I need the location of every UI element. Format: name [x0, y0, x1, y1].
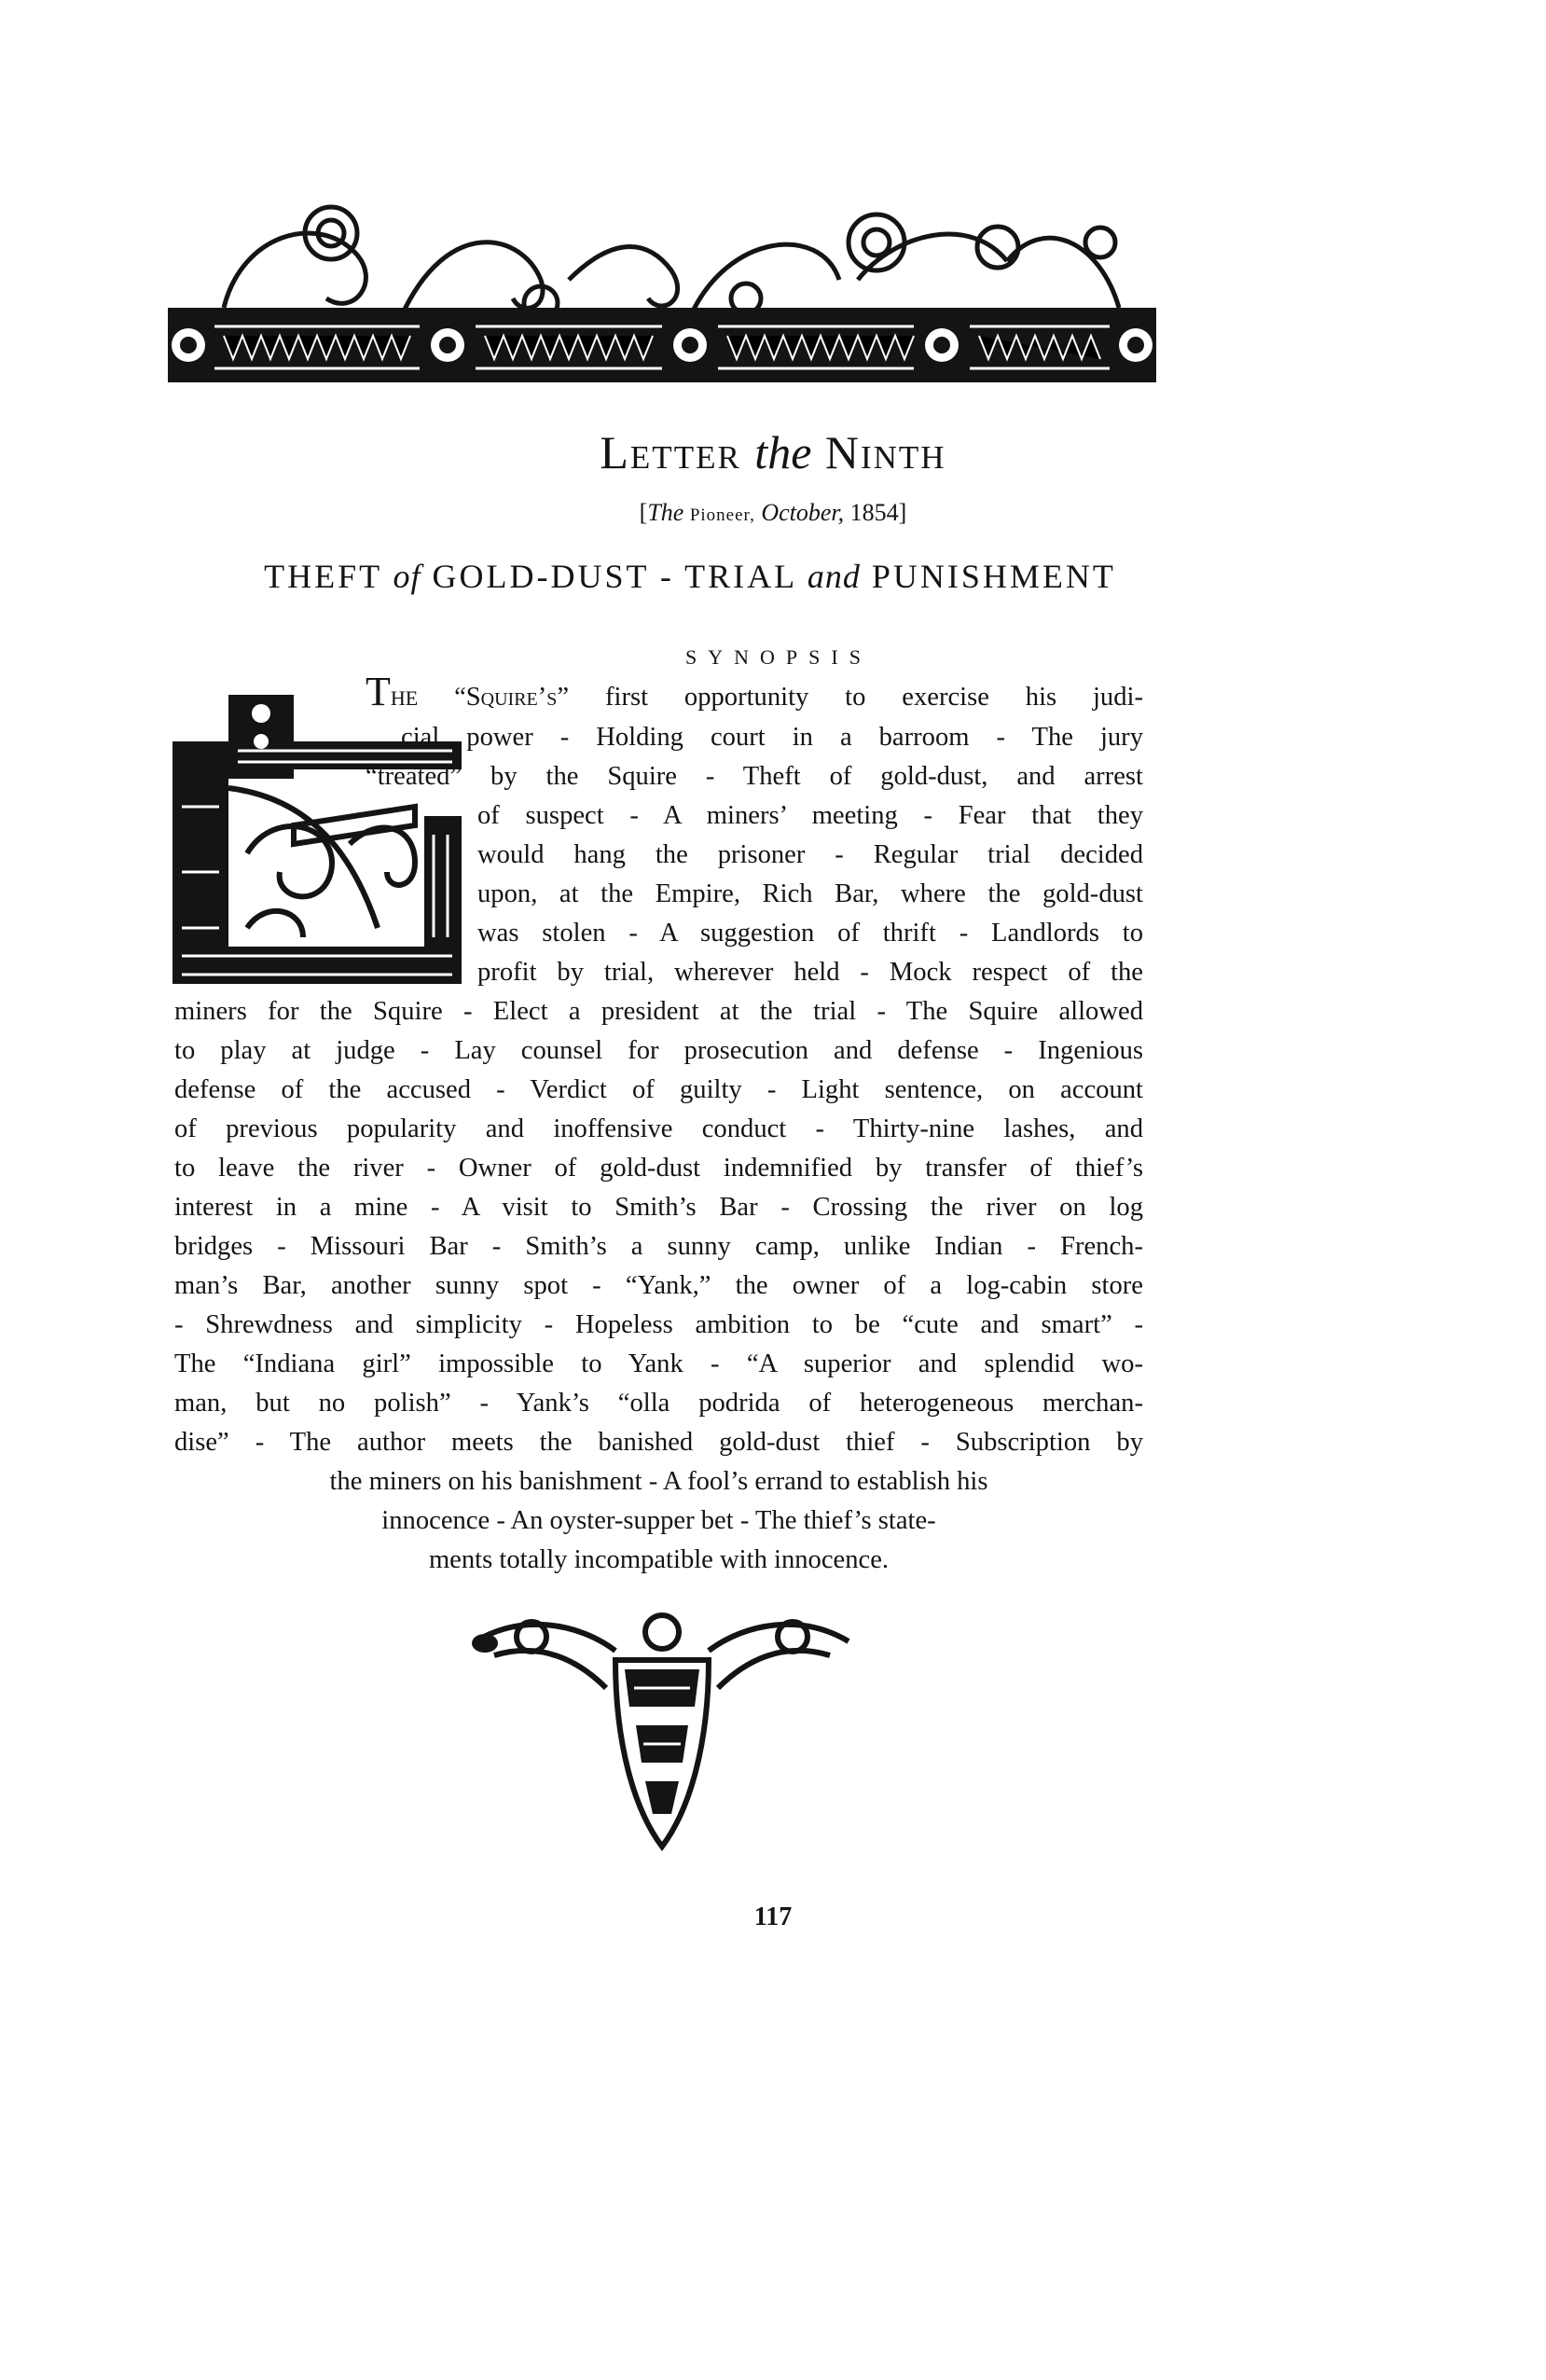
synopsis-line: was stolen - A suggestion of thrift - Landlords to	[477, 919, 1143, 948]
chapter-title	[0, 424, 1546, 480]
synopsis-line: bridges - Missouri Bar - Smith’s a sunny camp, unlike Indian - French-	[174, 1232, 1143, 1261]
synopsis-line: - Shrewdness and simplicity - Hopeless ambition to be “cute and smart” -	[174, 1310, 1143, 1339]
citation-the: The	[647, 499, 684, 526]
chapter-subtitle	[186, 552, 1194, 601]
synopsis-line: innocence - An oyster-supper bet - The thief’s state-	[381, 1506, 936, 1535]
synopsis-line: to play at judge - Lay counsel for prosecution and defense - Ingenious	[174, 1036, 1143, 1065]
synopsis-line: upon, at the Empire, Rich Bar, where the gold-dust	[477, 879, 1143, 908]
source-citation	[0, 496, 1546, 533]
synopsis-he: HE	[390, 686, 419, 710]
title-letter: Letter	[600, 426, 741, 478]
synopsis-line: to leave the river - Owner of gold-dust indemnified by transfer of thief’s	[174, 1154, 1143, 1183]
synopsis-line: cial power - Holding court in a barroom - The jury	[401, 723, 1143, 752]
synopsis-line: ments totally incompatible with innocence.	[428, 1545, 890, 1574]
subtitle-theft: THEFT	[264, 558, 382, 595]
synopsis-line: The “Indiana girl” impossible to Yank - “A superior and splendid wo-	[174, 1349, 1143, 1378]
citation-pioneer: Pioneer,	[689, 505, 755, 525]
ornamental-tailpiece	[466, 1604, 858, 1856]
synopsis-squires: “Squire’s”	[454, 683, 570, 712]
subtitle-of: of	[393, 558, 421, 595]
synopsis-line: miners for the Squire - Elect a president at the trial - The Squire allowed	[174, 997, 1143, 1026]
subtitle-punishment: PUNISHMENT	[871, 558, 1116, 595]
synopsis-line: “treated” by the Squire - Theft of gold-dust, and arrest	[366, 762, 1143, 791]
title-ninth: Ninth	[824, 426, 946, 478]
subtitle-gold-dust-trial: GOLD-DUST - TRIAL	[432, 558, 796, 595]
synopsis-line: defense of the accused - Verdict of guilty - Light sentence, on account	[174, 1075, 1143, 1104]
drop-initial-t: T	[366, 669, 391, 714]
synopsis-line: man, but no polish” - Yank’s “olla podrida of heterogeneous merchan-	[174, 1389, 1143, 1418]
synopsis-line: man’s Bar, another sunny spot - “Yank,” the owner of a log-cabin store	[174, 1271, 1143, 1300]
synopsis-heading: SYNOPSIS	[685, 645, 872, 669]
synopsis-line: interest in a mine - A visit to Smith’s Bar - Crossing the river on log	[174, 1193, 1143, 1222]
synopsis-line: the miners on his banishment - A fool’s errand to establish his	[329, 1467, 988, 1496]
citation-year: 1854]	[849, 499, 907, 526]
page-number: 117	[753, 1903, 793, 1931]
synopsis-line-1	[366, 669, 1143, 716]
title-the: the	[754, 426, 812, 478]
subtitle-and: and	[807, 558, 861, 595]
synopsis-line: would hang the prisoner - Regular trial decided	[477, 840, 1143, 869]
synopsis-line: dise” - The author meets the banished gold-dust thief - Subscription by	[174, 1428, 1143, 1457]
ornamental-headpiece	[168, 177, 1156, 392]
citation-month: October,	[761, 499, 845, 526]
citation-bracket: [	[639, 499, 648, 526]
synopsis-line: of previous popularity and inoffensive conduct - Thirty-nine lashes, and	[174, 1114, 1143, 1143]
synopsis-line-1-rest: first opportunity to exercise his judi-	[604, 683, 1143, 712]
synopsis-line: of suspect - A miners’ meeting - Fear that they	[477, 801, 1143, 830]
synopsis-line: profit by trial, wherever held - Mock respect of the	[477, 958, 1143, 987]
